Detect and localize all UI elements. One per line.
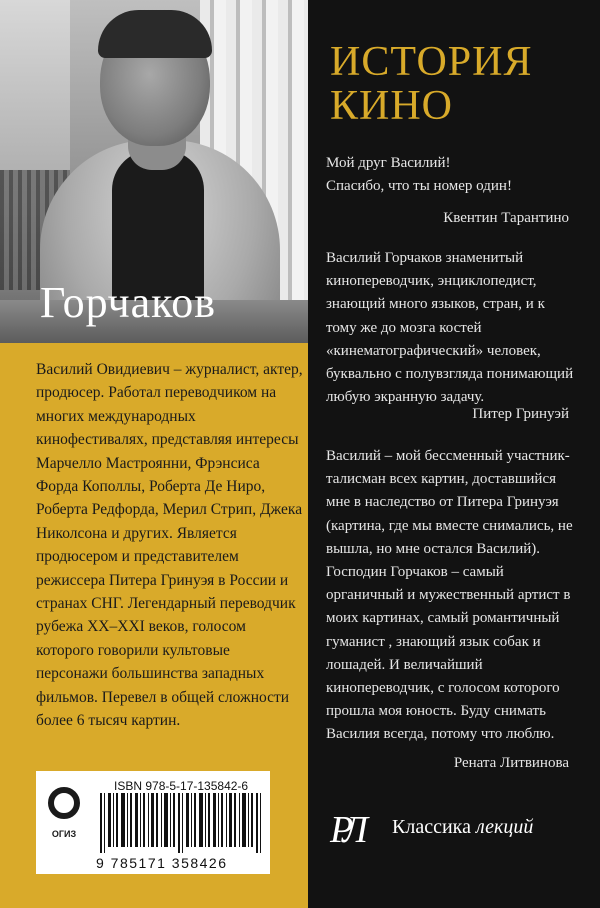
quote-greenaway: Василий Горчаков знаменитый кинопереводчик, энциклопедист, знающий много языков, стран, и к тому же до мозга костей «кинематографический» человек, буквально с полувзгляда понимающий любую экранную задачу. (326, 250, 574, 406)
publisher-logo (42, 783, 86, 863)
ring-icon (48, 787, 80, 819)
quote-tarantino-line2: Спасибо, что ты номер один! (326, 178, 512, 195)
quote-author-greenaway: Питер Гринуэй (472, 406, 569, 422)
barcode-icon (100, 793, 262, 853)
series-name-part1: Классика (392, 816, 471, 838)
book-title (330, 40, 532, 128)
barcode-number: 9 785171 358426 (96, 855, 228, 871)
book-title-line1: ИСТОРИЯ (330, 39, 533, 85)
author-name: Горчаков (40, 278, 217, 327)
barcode-box (36, 771, 270, 874)
quote-tarantino-line1: Мой друг Василий! (326, 155, 451, 171)
quote-litvinova: Василий – мой бессменный участник-талисман всех картин, доставшийся мне в наследство от Питера Гринуэя (картина, где мы вместе снимались, не вышла, но мне остался Василий). Господин Горчаков – самый органичный и мужественный артист в моих картинах, самый романтичный гуманист , знающий язык собак и лошадей. И величайший кинопереводчик, с голосом которого прошла моя юность. Буду снимать Василия всегда, потому что люблю. (326, 448, 573, 743)
photo-hair (98, 10, 212, 58)
isbn: ISBN 978-5-17-135842-6 (114, 779, 249, 793)
book-title-line2: КИНО (330, 83, 454, 129)
series-name (392, 816, 533, 839)
quote-tarantino (326, 152, 576, 198)
publisher-name: ОГИЗ (51, 829, 77, 839)
series-mark: РЛ (330, 809, 360, 851)
quote-author-tarantino: Квентин Тарантино (443, 210, 569, 226)
quote-author-litvinova: Рената Литвинова (453, 755, 569, 771)
author-bio: Василий Овидиевич – журналист, актер, продюсер. Работал переводчиком на многих международных кинофестивалях, представляя интересы Марчелло Мастроянни, Фрэнсиса Форда Кополлы, Роберта Де Ниро, Роберта Редфорда, Мерил Стрип, Джека Николсона и других. Является продюсером и представителем режиссера Питера Гринуэя в России и странах СНГ. Легендарный переводчик рубежа XX–XXI веков, голосом которого говорили культовые персонажи большинства западных фильмов. Перевел в общей сложности более 6 тысяч картин. (36, 361, 303, 730)
series-name-part2: лекций (475, 816, 534, 838)
